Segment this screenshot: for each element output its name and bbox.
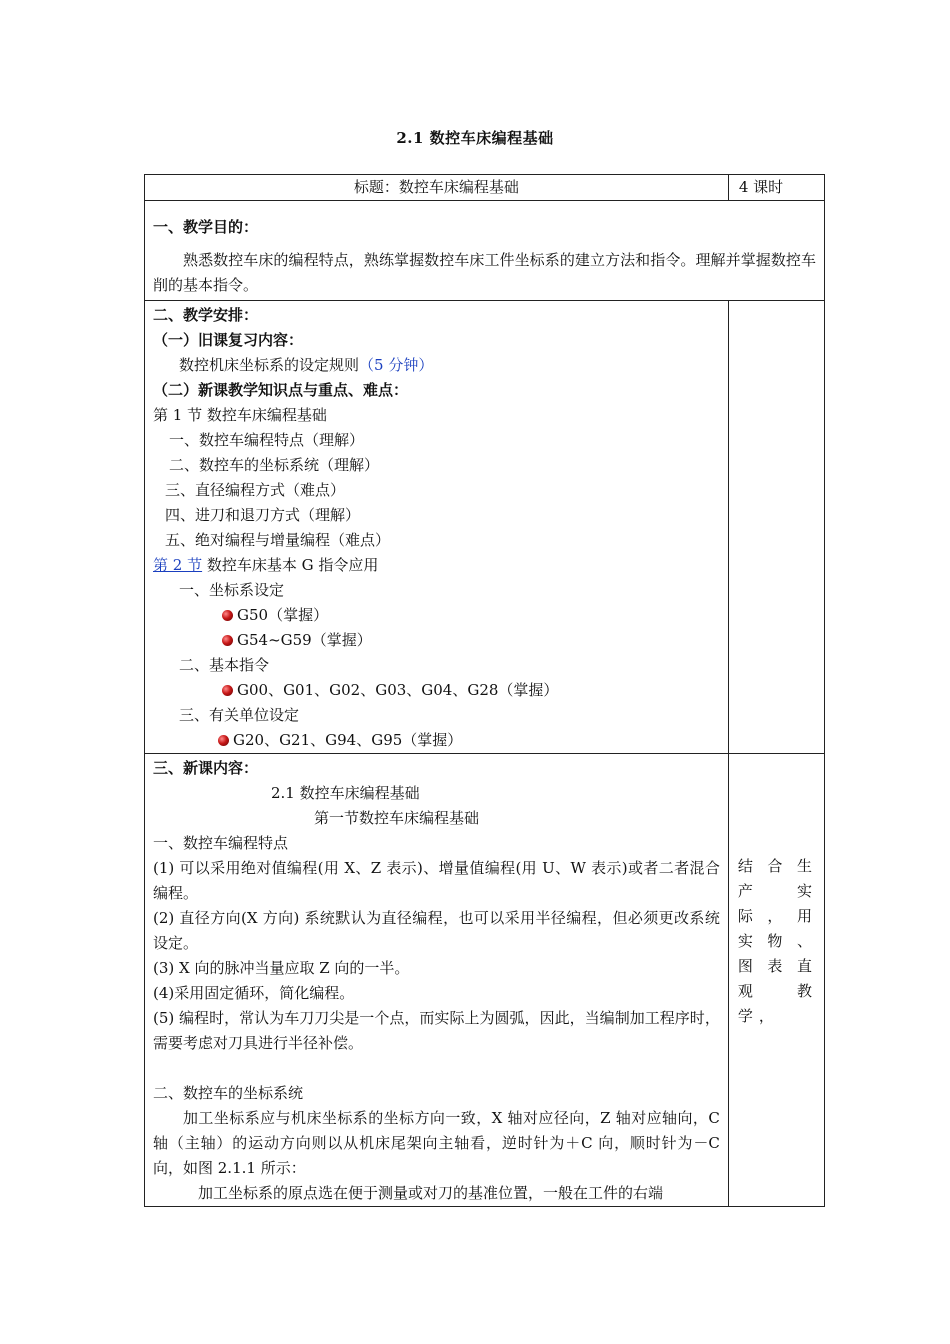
part-2-paragraph: 加工坐标系的原点选在便于测量或对刀的基准位置，一般在工件的右端 — [198, 1184, 664, 1202]
bullet-icon — [218, 735, 229, 746]
page-title: 2.1 数控车床编程基础 — [396, 129, 554, 147]
section-1-item: 一、数控车编程特点（理解） — [169, 431, 365, 449]
subsection-basic-commands: 二、基本指令 — [179, 656, 270, 674]
teaching-method-note: 结合生产实际，用实物、图表直观教学， — [737, 857, 818, 1025]
bullet-item — [153, 603, 720, 628]
section-2-link[interactable]: 第 2 节 — [153, 556, 203, 574]
review-time: （5 分钟） — [359, 356, 434, 374]
feature-point: (4)采用固定循环，简化编程。 — [153, 984, 355, 1002]
arrangement-cell — [145, 301, 729, 754]
section-1-item: 四、进刀和退刀方式（理解） — [165, 506, 361, 524]
content-title-2: 第一节数控车床编程基础 — [314, 809, 480, 827]
header-row — [145, 175, 825, 201]
section-1-title: 第 1 节 数控车床编程基础 — [153, 406, 327, 424]
bullet-item — [153, 628, 720, 653]
bullet-icon — [222, 610, 233, 621]
section-2-title: 数控车床基本 G 指令应用 — [202, 556, 379, 574]
objective-row — [145, 201, 825, 301]
bullet-text: G20、G21、G94、G95（掌握） — [233, 731, 463, 749]
review-item-text: 数控机床坐标系的设定规则 — [179, 356, 360, 374]
arrangement-heading: 二、教学安排： — [153, 306, 259, 324]
arrangement-row — [145, 301, 825, 754]
review-item — [153, 353, 720, 378]
section-1-item: 三、直径编程方式（难点） — [165, 481, 346, 499]
feature-point: (3) X 向的脉冲当量应取 Z 向的一半。 — [153, 959, 410, 977]
part-2-paragraph: 加工坐标系应与机床坐标系的坐标方向一致，X 轴对应径向，Z 轴对应轴向，C 轴（主轴）的运动方向则以从机床尾架向主轴看，逆时针为＋C 向，顺时针为－C 向，如图 2.1.1 所示： — [153, 1109, 720, 1177]
bullet-item — [153, 728, 720, 753]
teaching-method-cell — [728, 754, 824, 1207]
review-heading: （一）旧课复习内容： — [153, 331, 304, 349]
new-content-heading: 三、新课内容： — [153, 759, 259, 777]
bullet-text: G54~G59（掌握） — [237, 631, 372, 649]
content-title-1: 2.1 数控车床编程基础 — [271, 784, 420, 802]
feature-point: (1) 可以采用绝对值编程(用 X、Z 表示)、增量值编程(用 U、W 表示)或者二者混合编程。 — [153, 859, 720, 902]
objective-cell — [145, 201, 825, 301]
bullet-text: G00、G01、G02、G03、G04、G28（掌握） — [237, 681, 559, 699]
section-1-item: 五、绝对编程与增量编程（难点） — [165, 531, 391, 549]
part-1-heading: 一、数控车编程特点 — [153, 834, 289, 852]
bullet-text: G50（掌握） — [237, 606, 329, 624]
objective-text: 熟悉数控车床的编程特点，熟练掌握数控车床工件坐标系的建立方法和指令。理解并掌握数控车削的基本指令。 — [153, 251, 816, 294]
lesson-title-cell: 标题：数控车床编程基础 — [145, 175, 729, 201]
lesson-hours-cell: 4 课时 — [728, 175, 824, 201]
feature-point: (5) 编程时，常认为车刀刀尖是一个点，而实际上为圆弧，因此，当编制加工程序时，需要考虑对刀具进行半径补偿。 — [153, 1009, 720, 1052]
new-knowledge-heading: （二）新课教学知识点与重点、难点： — [153, 381, 409, 399]
feature-point: (2) 直径方向(X 方向) 系统默认为直径编程，也可以采用半径编程，但必须更改系统设定。 — [153, 909, 720, 952]
lesson-plan-table — [144, 174, 825, 1207]
bullet-icon — [222, 685, 233, 696]
part-2-heading: 二、数控车的坐标系统 — [153, 1084, 304, 1102]
objective-heading: 一、教学目的： — [153, 218, 259, 236]
subsection-coordinate-setting: 一、坐标系设定 — [179, 581, 285, 599]
new-content-row — [145, 754, 825, 1207]
bullet-icon — [222, 635, 233, 646]
section-1-item: 二、数控车的坐标系统（理解） — [169, 456, 380, 474]
bullet-item — [153, 678, 720, 703]
section-2-title-line — [153, 553, 720, 578]
subsection-unit-settings: 三、有关单位设定 — [179, 706, 300, 724]
arrangement-side-cell — [728, 301, 824, 754]
new-content-cell — [145, 754, 729, 1207]
